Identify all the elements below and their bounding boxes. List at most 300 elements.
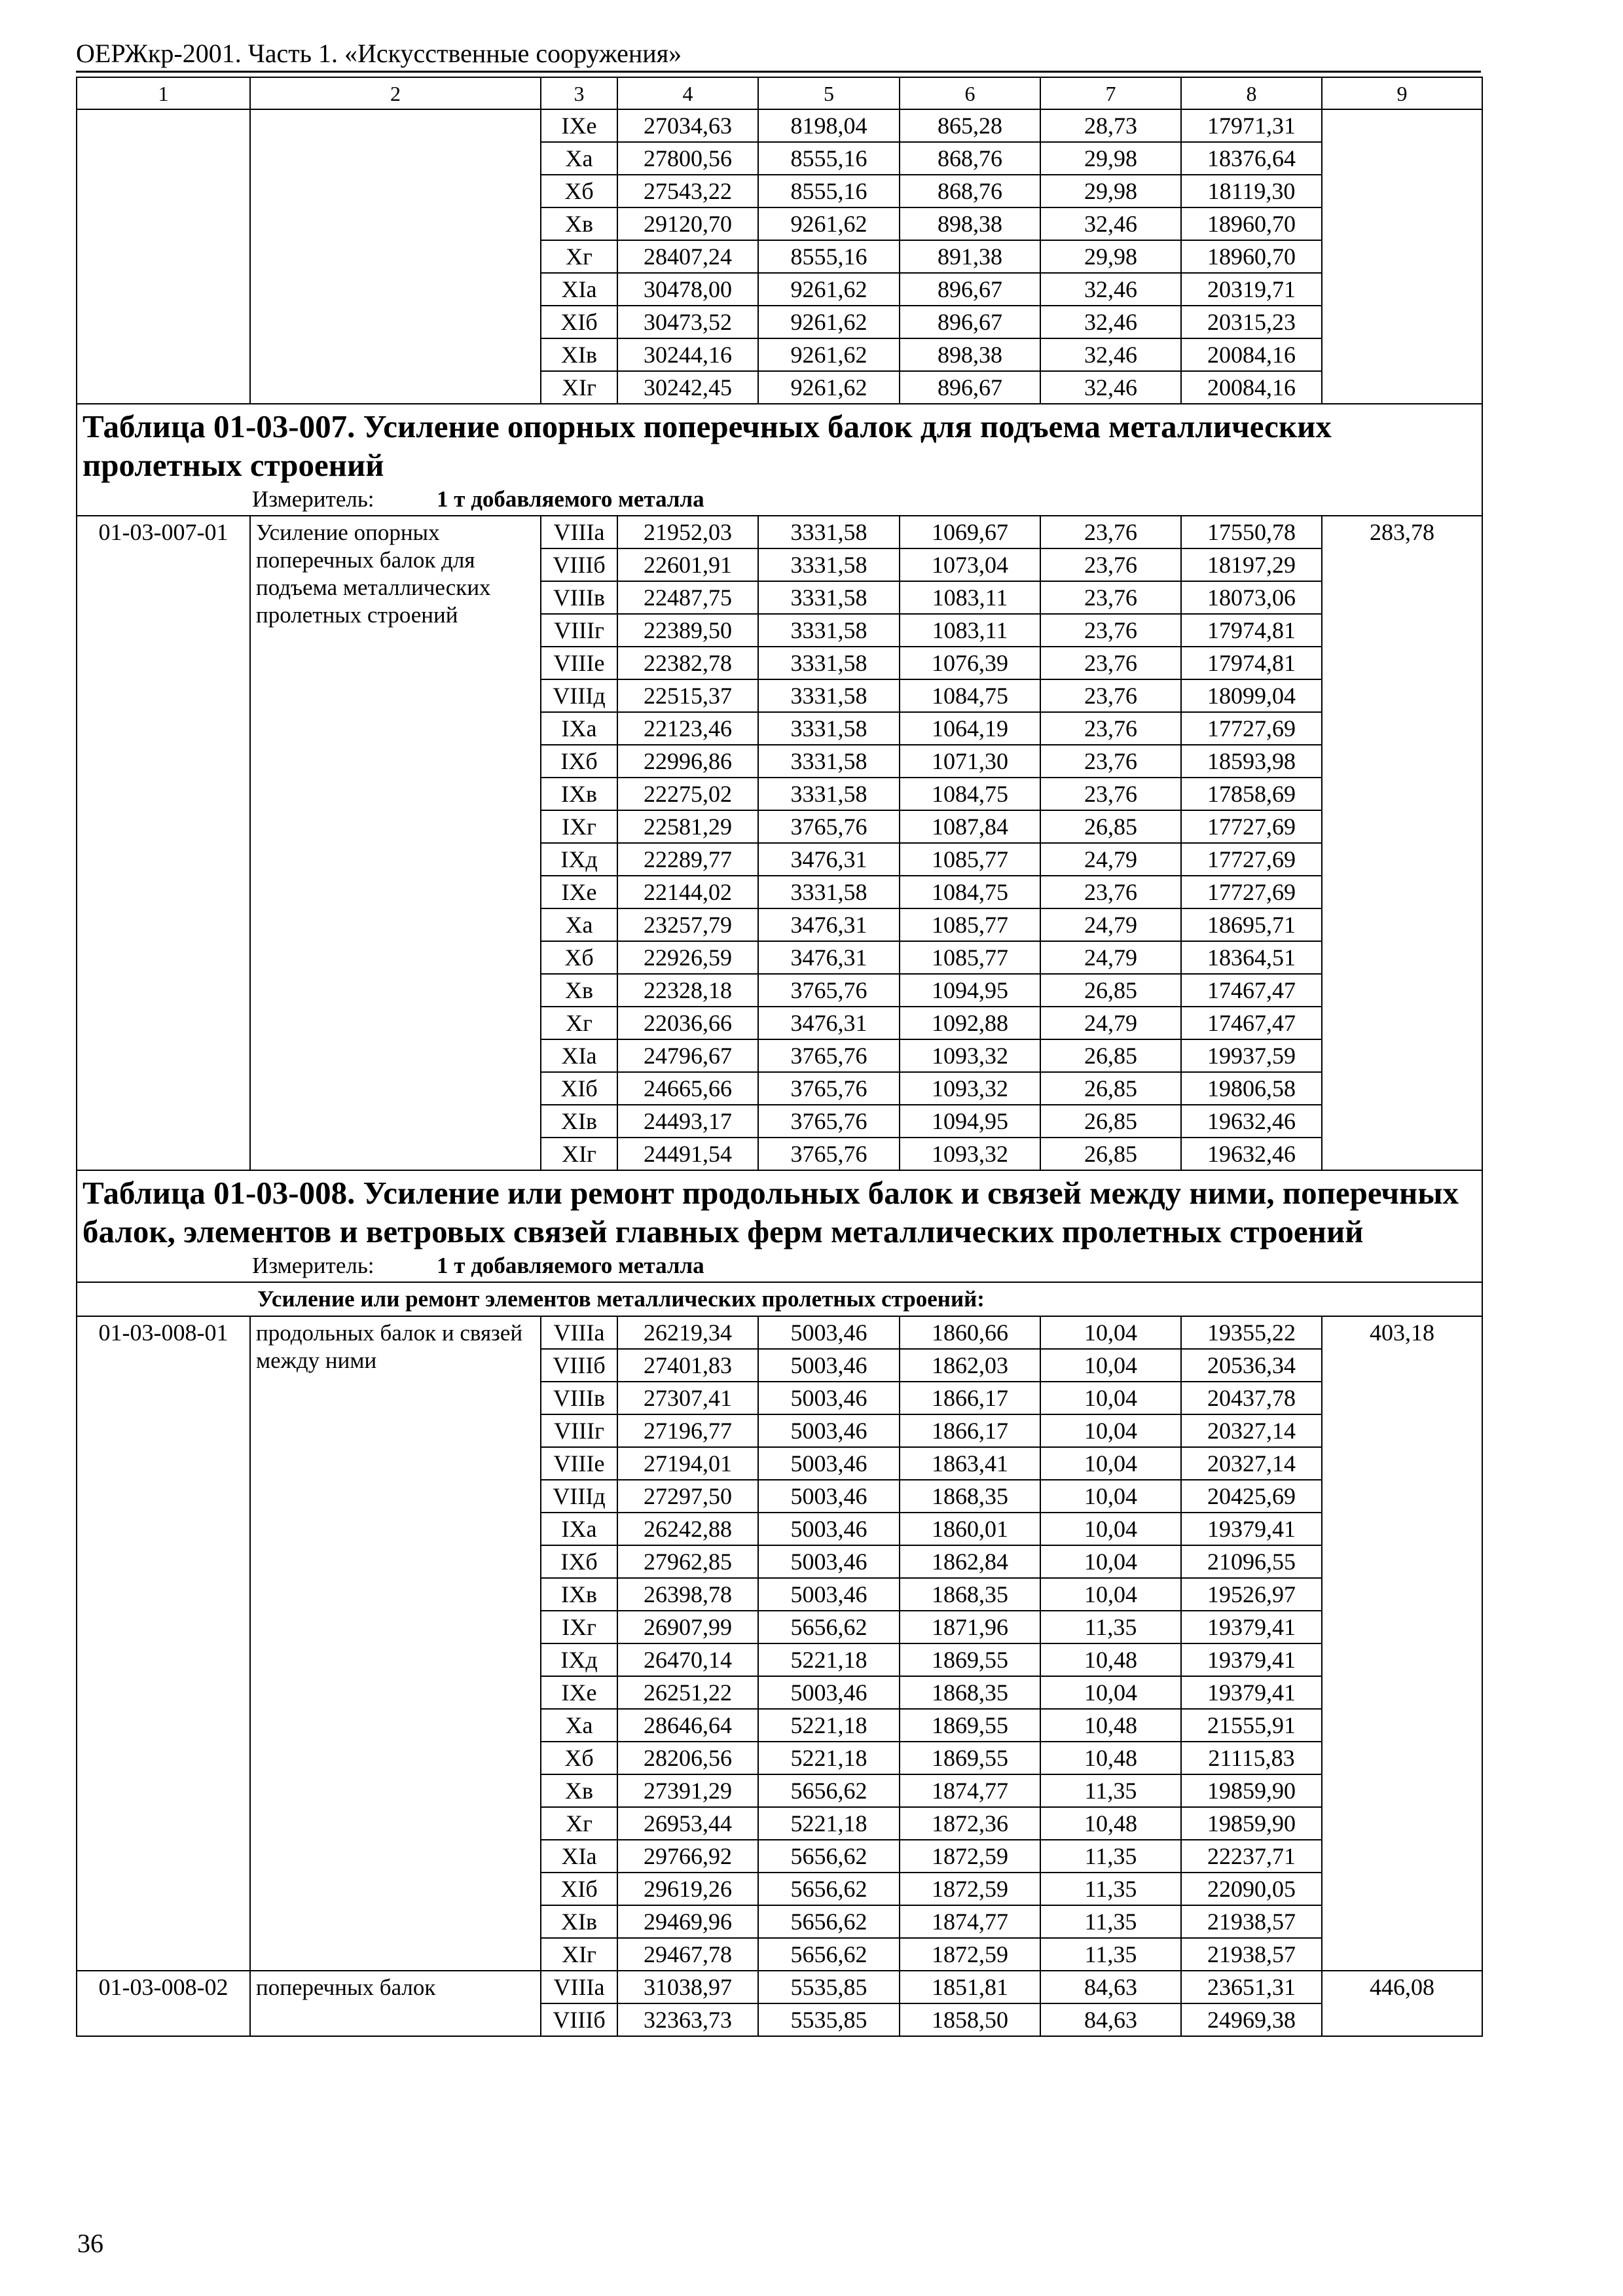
total-cost-cell: 26398,78 xyxy=(617,1578,758,1611)
wages-cell: 3476,31 xyxy=(758,941,900,974)
driver-wages-cell: 10,04 xyxy=(1040,1513,1181,1545)
wages-cell: 3476,31 xyxy=(758,908,900,941)
machine-cost-cell: 896,67 xyxy=(900,273,1040,306)
wages-cell: 5003,46 xyxy=(758,1382,900,1414)
column-number: 9 xyxy=(1322,77,1482,109)
materials-cell: 18073,06 xyxy=(1181,581,1322,614)
group-cell: XIб xyxy=(541,306,617,338)
total-cost-cell: 22389,50 xyxy=(617,614,758,647)
materials-cell: 18099,04 xyxy=(1181,679,1322,712)
total-cost-cell: 29467,78 xyxy=(617,1938,758,1971)
group-cell: VIIIа xyxy=(541,516,617,548)
wages-cell: 5003,46 xyxy=(758,1414,900,1447)
total-cost-cell: 22515,37 xyxy=(617,679,758,712)
driver-wages-cell: 23,76 xyxy=(1040,778,1181,810)
total-cost-cell: 22996,86 xyxy=(617,745,758,778)
materials-cell: 17727,69 xyxy=(1181,712,1322,745)
group-cell: IXа xyxy=(541,712,617,745)
materials-cell: 19379,41 xyxy=(1181,1513,1322,1545)
price-table xyxy=(76,77,1483,2037)
group-cell: Xб xyxy=(541,941,617,974)
group-cell: VIIIд xyxy=(541,1480,617,1513)
wages-cell: 3331,58 xyxy=(758,647,900,679)
unit-row xyxy=(77,484,1482,516)
group-cell: IXб xyxy=(541,1545,617,1578)
driver-wages-cell: 26,85 xyxy=(1040,974,1181,1007)
driver-wages-cell: 23,76 xyxy=(1040,679,1181,712)
driver-wages-cell: 26,85 xyxy=(1040,810,1181,843)
materials-cell: 19937,59 xyxy=(1181,1039,1322,1072)
machine-cost-cell: 868,76 xyxy=(900,175,1040,207)
driver-wages-cell: 10,48 xyxy=(1040,1709,1181,1742)
group-cell: VIIIа xyxy=(541,1316,617,1349)
driver-wages-cell: 23,76 xyxy=(1040,712,1181,745)
materials-cell: 20536,34 xyxy=(1181,1349,1322,1382)
driver-wages-cell: 32,46 xyxy=(1040,207,1181,240)
group-cell: XIа xyxy=(541,1840,617,1873)
wages-cell: 3765,76 xyxy=(758,1072,900,1105)
total-cost-cell: 22601,91 xyxy=(617,548,758,581)
materials-cell: 19632,46 xyxy=(1181,1105,1322,1138)
driver-wages-cell: 29,98 xyxy=(1040,142,1181,175)
empty-cell xyxy=(1322,109,1482,404)
materials-cell: 18376,64 xyxy=(1181,142,1322,175)
machine-cost-cell: 1087,84 xyxy=(900,810,1040,843)
total-cost-cell: 26219,34 xyxy=(617,1316,758,1349)
materials-cell: 19379,41 xyxy=(1181,1611,1322,1643)
group-cell: VIIIв xyxy=(541,581,617,614)
group-cell: VIIIе xyxy=(541,1447,617,1480)
driver-wages-cell: 10,04 xyxy=(1040,1545,1181,1578)
column-number: 6 xyxy=(900,77,1040,109)
driver-wages-cell: 23,76 xyxy=(1040,614,1181,647)
driver-wages-cell: 26,85 xyxy=(1040,1039,1181,1072)
driver-wages-cell: 32,46 xyxy=(1040,371,1181,404)
materials-cell: 18695,71 xyxy=(1181,908,1322,941)
driver-wages-cell: 11,35 xyxy=(1040,1938,1181,1971)
wages-cell: 3765,76 xyxy=(758,1138,900,1170)
rate-code: 01-03-007-01 xyxy=(77,516,250,1170)
page-number: 36 xyxy=(77,2229,103,2258)
materials-cell: 20084,16 xyxy=(1181,338,1322,371)
group-cell: Xг xyxy=(541,1007,617,1039)
wages-cell: 8555,16 xyxy=(758,240,900,273)
total-cost-cell: 21952,03 xyxy=(617,516,758,548)
group-cell: VIIIд xyxy=(541,679,617,712)
machine-cost-cell: 1868,35 xyxy=(900,1676,1040,1709)
total-cost-cell: 24491,54 xyxy=(617,1138,758,1170)
table-title: Таблица 01-03-008. Усиление или ремонт продольных балок и связей между ними, поперечных балок, элементов и ветровых связей главных ферм металлических пролетных строений xyxy=(77,1170,1482,1251)
materials-cell: 17550,78 xyxy=(1181,516,1322,548)
wages-cell: 5535,85 xyxy=(758,2003,900,2036)
materials-cell: 19379,41 xyxy=(1181,1643,1322,1676)
running-header: ОЕРЖкр-2001. Часть 1. «Искусственные сооружения» xyxy=(76,39,682,68)
column-number: 3 xyxy=(541,77,617,109)
total-cost-cell: 31038,97 xyxy=(617,1971,758,2003)
wages-cell: 3765,76 xyxy=(758,810,900,843)
machine-cost-cell: 1093,32 xyxy=(900,1072,1040,1105)
group-cell: IXб xyxy=(541,745,617,778)
materials-cell: 19806,58 xyxy=(1181,1072,1322,1105)
table-body xyxy=(77,77,1482,2036)
driver-wages-cell: 10,04 xyxy=(1040,1578,1181,1611)
group-cell: Xг xyxy=(541,1807,617,1840)
machine-cost-cell: 1064,19 xyxy=(900,712,1040,745)
total-cost-cell: 30478,00 xyxy=(617,273,758,306)
driver-wages-cell: 10,48 xyxy=(1040,1807,1181,1840)
group-cell: XIа xyxy=(541,1039,617,1072)
table-row xyxy=(77,516,1482,548)
total-cost-cell: 22382,78 xyxy=(617,647,758,679)
machine-cost-cell: 1860,66 xyxy=(900,1316,1040,1349)
unit-label: Измеритель: xyxy=(252,1253,374,1278)
column-number: 7 xyxy=(1040,77,1181,109)
total-cost-cell: 26470,14 xyxy=(617,1643,758,1676)
wages-cell: 9261,62 xyxy=(758,371,900,404)
table-row xyxy=(77,1316,1482,1349)
driver-wages-cell: 24,79 xyxy=(1040,908,1181,941)
total-cost-cell: 27391,29 xyxy=(617,1774,758,1807)
machine-cost-cell: 1862,84 xyxy=(900,1545,1040,1578)
driver-wages-cell: 26,85 xyxy=(1040,1138,1181,1170)
machine-cost-cell: 898,38 xyxy=(900,207,1040,240)
driver-wages-cell: 32,46 xyxy=(1040,338,1181,371)
total-cost-cell: 27307,41 xyxy=(617,1382,758,1414)
machine-cost-cell: 1868,35 xyxy=(900,1480,1040,1513)
total-cost-cell: 29619,26 xyxy=(617,1873,758,1905)
driver-wages-cell: 29,98 xyxy=(1040,175,1181,207)
total-cost-cell: 27034,63 xyxy=(617,109,758,142)
table-row xyxy=(77,1971,1482,2003)
total-cost-cell: 27800,56 xyxy=(617,142,758,175)
driver-wages-cell: 11,35 xyxy=(1040,1905,1181,1938)
machine-cost-cell: 1872,59 xyxy=(900,1938,1040,1971)
materials-cell: 19379,41 xyxy=(1181,1676,1322,1709)
total-cost-cell: 27297,50 xyxy=(617,1480,758,1513)
machine-cost-cell: 1085,77 xyxy=(900,908,1040,941)
wages-cell: 5221,18 xyxy=(758,1742,900,1774)
driver-wages-cell: 10,04 xyxy=(1040,1382,1181,1414)
materials-cell: 23651,31 xyxy=(1181,1971,1322,2003)
driver-wages-cell: 10,48 xyxy=(1040,1643,1181,1676)
wages-cell: 5221,18 xyxy=(758,1709,900,1742)
machine-cost-cell: 1872,36 xyxy=(900,1807,1040,1840)
machine-cost-cell: 1084,75 xyxy=(900,778,1040,810)
wages-cell: 5656,62 xyxy=(758,1938,900,1971)
total-cost-cell: 22289,77 xyxy=(617,843,758,876)
machine-cost-cell: 1085,77 xyxy=(900,843,1040,876)
machine-cost-cell: 1084,75 xyxy=(900,876,1040,908)
machine-cost-cell: 1863,41 xyxy=(900,1447,1040,1480)
total-cost-cell: 27543,22 xyxy=(617,175,758,207)
machine-cost-cell: 1869,55 xyxy=(900,1709,1040,1742)
wages-cell: 5535,85 xyxy=(758,1971,900,2003)
group-cell: IXд xyxy=(541,843,617,876)
total-cost-cell: 28206,56 xyxy=(617,1742,758,1774)
wages-cell: 5003,46 xyxy=(758,1513,900,1545)
wages-cell: 3331,58 xyxy=(758,778,900,810)
group-cell: VIIIа xyxy=(541,1971,617,2003)
wages-cell: 5656,62 xyxy=(758,1873,900,1905)
machine-cost-cell: 898,38 xyxy=(900,338,1040,371)
column-number: 2 xyxy=(250,77,541,109)
rate-code: 01-03-008-01 xyxy=(77,1316,250,1971)
group-cell: XIг xyxy=(541,1138,617,1170)
machine-cost-cell: 1869,55 xyxy=(900,1643,1040,1676)
materials-cell: 19526,97 xyxy=(1181,1578,1322,1611)
empty-cell xyxy=(250,109,541,404)
machine-cost-cell: 1093,32 xyxy=(900,1138,1040,1170)
driver-wages-cell: 10,04 xyxy=(1040,1447,1181,1480)
total-cost-cell: 27962,85 xyxy=(617,1545,758,1578)
wages-cell: 5656,62 xyxy=(758,1840,900,1873)
driver-wages-cell: 84,63 xyxy=(1040,1971,1181,2003)
wages-cell: 9261,62 xyxy=(758,273,900,306)
group-cell: VIIIб xyxy=(541,548,617,581)
total-cost-cell: 30244,16 xyxy=(617,338,758,371)
materials-cell: 20084,16 xyxy=(1181,371,1322,404)
driver-wages-cell: 24,79 xyxy=(1040,941,1181,974)
column-number: 1 xyxy=(77,77,250,109)
wages-cell: 3331,58 xyxy=(758,516,900,548)
machine-cost-cell: 896,67 xyxy=(900,306,1040,338)
driver-wages-cell: 26,85 xyxy=(1040,1105,1181,1138)
group-cell: Xв xyxy=(541,974,617,1007)
total-cost-cell: 29120,70 xyxy=(617,207,758,240)
empty-cell xyxy=(77,109,250,404)
group-cell: Xа xyxy=(541,908,617,941)
materials-cell: 17727,69 xyxy=(1181,843,1322,876)
machine-cost-cell: 1094,95 xyxy=(900,1105,1040,1138)
rate-description: Усиление опорных поперечных балок для подъема металлических пролетных строений xyxy=(250,516,541,1170)
wages-cell: 5656,62 xyxy=(758,1905,900,1938)
driver-wages-cell: 29,98 xyxy=(1040,240,1181,273)
machine-cost-cell: 1874,77 xyxy=(900,1774,1040,1807)
materials-cell: 20315,23 xyxy=(1181,306,1322,338)
unit-value: 1 т добавляемого металла xyxy=(437,1253,704,1278)
machine-cost-cell: 891,38 xyxy=(900,240,1040,273)
machine-cost-cell: 1874,77 xyxy=(900,1905,1040,1938)
group-cell: Xа xyxy=(541,1709,617,1742)
machine-cost-cell: 1858,50 xyxy=(900,2003,1040,2036)
machine-cost-cell: 1093,32 xyxy=(900,1039,1040,1072)
total-cost-cell: 22275,02 xyxy=(617,778,758,810)
wages-cell: 3331,58 xyxy=(758,679,900,712)
total-cost-cell: 28407,24 xyxy=(617,240,758,273)
total-cost-cell: 22144,02 xyxy=(617,876,758,908)
group-cell: IXа xyxy=(541,1513,617,1545)
column-number: 5 xyxy=(758,77,900,109)
wages-cell: 9261,62 xyxy=(758,207,900,240)
group-cell: IXг xyxy=(541,810,617,843)
wages-cell: 5656,62 xyxy=(758,1611,900,1643)
section-subheading: Усиление или ремонт элементов металлических пролетных строений: xyxy=(77,1282,1482,1316)
total-cost-cell: 29766,92 xyxy=(617,1840,758,1873)
wages-cell: 5003,46 xyxy=(758,1480,900,1513)
driver-wages-cell: 84,63 xyxy=(1040,2003,1181,2036)
wages-cell: 3476,31 xyxy=(758,843,900,876)
column-number: 4 xyxy=(617,77,758,109)
total-cost-cell: 22581,29 xyxy=(617,810,758,843)
driver-wages-cell: 32,46 xyxy=(1040,306,1181,338)
group-cell: IXе xyxy=(541,109,617,142)
group-cell: Xв xyxy=(541,207,617,240)
materials-cell: 19355,22 xyxy=(1181,1316,1322,1349)
total-cost-cell: 26242,88 xyxy=(617,1513,758,1545)
total-cost-cell: 22123,46 xyxy=(617,712,758,745)
column-number-row xyxy=(77,77,1482,109)
group-cell: Xг xyxy=(541,240,617,273)
machine-cost-cell: 1084,75 xyxy=(900,679,1040,712)
wages-cell: 8198,04 xyxy=(758,109,900,142)
group-cell: VIIIг xyxy=(541,1414,617,1447)
materials-cell: 17974,81 xyxy=(1181,614,1322,647)
group-cell: IXв xyxy=(541,778,617,810)
table-title-row xyxy=(77,404,1482,484)
group-cell: VIIIг xyxy=(541,614,617,647)
materials-cell: 19859,90 xyxy=(1181,1807,1322,1840)
materials-cell: 17727,69 xyxy=(1181,876,1322,908)
materials-cell: 17467,47 xyxy=(1181,1007,1322,1039)
wages-cell: 3331,58 xyxy=(758,745,900,778)
wages-cell: 5003,46 xyxy=(758,1676,900,1709)
group-cell: IXв xyxy=(541,1578,617,1611)
machine-cost-cell: 865,28 xyxy=(900,109,1040,142)
machine-cost-cell: 1868,35 xyxy=(900,1578,1040,1611)
materials-cell: 17467,47 xyxy=(1181,974,1322,1007)
rate-code: 01-03-008-02 xyxy=(77,1971,250,2036)
wages-cell: 5221,18 xyxy=(758,1643,900,1676)
wages-cell: 5221,18 xyxy=(758,1807,900,1840)
driver-wages-cell: 23,76 xyxy=(1040,548,1181,581)
group-cell: VIIIв xyxy=(541,1382,617,1414)
group-cell: XIв xyxy=(541,338,617,371)
total-cost-cell: 32363,73 xyxy=(617,2003,758,2036)
machine-cost-cell: 1860,01 xyxy=(900,1513,1040,1545)
driver-wages-cell: 11,35 xyxy=(1040,1873,1181,1905)
wages-cell: 3331,58 xyxy=(758,876,900,908)
group-cell: Xв xyxy=(541,1774,617,1807)
total-cost-cell: 22926,59 xyxy=(617,941,758,974)
materials-cell: 21096,55 xyxy=(1181,1545,1322,1578)
driver-wages-cell: 23,76 xyxy=(1040,516,1181,548)
driver-wages-cell: 11,35 xyxy=(1040,1611,1181,1643)
subheading-row xyxy=(77,1282,1482,1316)
total-cost-cell: 22487,75 xyxy=(617,581,758,614)
column-number: 8 xyxy=(1181,77,1322,109)
machine-cost-cell: 1069,67 xyxy=(900,516,1040,548)
machine-cost-cell: 1866,17 xyxy=(900,1414,1040,1447)
materials-cell: 24969,38 xyxy=(1181,2003,1322,2036)
machine-cost-cell: 1083,11 xyxy=(900,581,1040,614)
driver-wages-cell: 28,73 xyxy=(1040,109,1181,142)
materials-cell: 17727,69 xyxy=(1181,810,1322,843)
materials-cell: 20327,14 xyxy=(1181,1447,1322,1480)
wages-cell: 3765,76 xyxy=(758,1039,900,1072)
group-cell: Xб xyxy=(541,1742,617,1774)
table-title-row xyxy=(77,1170,1482,1251)
materials-cell: 18197,29 xyxy=(1181,548,1322,581)
materials-cell: 17858,69 xyxy=(1181,778,1322,810)
group-cell: Xб xyxy=(541,175,617,207)
labor-cost-cell: 403,18 xyxy=(1322,1316,1482,1971)
driver-wages-cell: 24,79 xyxy=(1040,843,1181,876)
machine-cost-cell: 1872,59 xyxy=(900,1840,1040,1873)
materials-cell: 19859,90 xyxy=(1181,1774,1322,1807)
driver-wages-cell: 11,35 xyxy=(1040,1840,1181,1873)
machine-cost-cell: 1085,77 xyxy=(900,941,1040,974)
group-cell: IXг xyxy=(541,1611,617,1643)
wages-cell: 5003,46 xyxy=(758,1545,900,1578)
materials-cell: 21555,91 xyxy=(1181,1709,1322,1742)
group-cell: Xа xyxy=(541,142,617,175)
wages-cell: 5003,46 xyxy=(758,1349,900,1382)
materials-cell: 21938,57 xyxy=(1181,1905,1322,1938)
unit-cell xyxy=(77,1251,1482,1282)
group-cell: XIб xyxy=(541,1873,617,1905)
driver-wages-cell: 23,76 xyxy=(1040,745,1181,778)
materials-cell: 17974,81 xyxy=(1181,647,1322,679)
wages-cell: 3476,31 xyxy=(758,1007,900,1039)
total-cost-cell: 30473,52 xyxy=(617,306,758,338)
machine-cost-cell: 868,76 xyxy=(900,142,1040,175)
total-cost-cell: 26953,44 xyxy=(617,1807,758,1840)
total-cost-cell: 27194,01 xyxy=(617,1447,758,1480)
materials-cell: 21115,83 xyxy=(1181,1742,1322,1774)
wages-cell: 3765,76 xyxy=(758,1105,900,1138)
group-cell: IXе xyxy=(541,1676,617,1709)
wages-cell: 8555,16 xyxy=(758,175,900,207)
materials-cell: 18364,51 xyxy=(1181,941,1322,974)
group-cell: XIг xyxy=(541,371,617,404)
total-cost-cell: 28646,64 xyxy=(617,1709,758,1742)
machine-cost-cell: 1866,17 xyxy=(900,1382,1040,1414)
unit-cell xyxy=(77,484,1482,516)
group-cell: XIб xyxy=(541,1072,617,1105)
wages-cell: 3331,58 xyxy=(758,581,900,614)
wages-cell: 3331,58 xyxy=(758,614,900,647)
driver-wages-cell: 23,76 xyxy=(1040,581,1181,614)
total-cost-cell: 24665,66 xyxy=(617,1072,758,1105)
materials-cell: 20425,69 xyxy=(1181,1480,1322,1513)
machine-cost-cell: 1071,30 xyxy=(900,745,1040,778)
group-cell: IXе xyxy=(541,876,617,908)
machine-cost-cell: 1076,39 xyxy=(900,647,1040,679)
group-cell: VIIIе xyxy=(541,647,617,679)
materials-cell: 20437,78 xyxy=(1181,1382,1322,1414)
wages-cell: 3765,76 xyxy=(758,974,900,1007)
labor-cost-cell: 446,08 xyxy=(1322,1971,1482,2036)
machine-cost-cell: 1851,81 xyxy=(900,1971,1040,2003)
total-cost-cell: 27401,83 xyxy=(617,1349,758,1382)
table-row xyxy=(77,109,1482,142)
machine-cost-cell: 1083,11 xyxy=(900,614,1040,647)
rate-description: поперечных балок xyxy=(250,1971,541,2036)
driver-wages-cell: 10,04 xyxy=(1040,1480,1181,1513)
materials-cell: 21938,57 xyxy=(1181,1938,1322,1971)
wages-cell: 8555,16 xyxy=(758,142,900,175)
driver-wages-cell: 24,79 xyxy=(1040,1007,1181,1039)
wages-cell: 5003,46 xyxy=(758,1316,900,1349)
group-cell: XIа xyxy=(541,273,617,306)
group-cell: XIв xyxy=(541,1105,617,1138)
wages-cell: 3331,58 xyxy=(758,712,900,745)
total-cost-cell: 30242,45 xyxy=(617,371,758,404)
driver-wages-cell: 10,48 xyxy=(1040,1742,1181,1774)
unit-label: Измеритель: xyxy=(252,486,374,512)
materials-cell: 22090,05 xyxy=(1181,1873,1322,1905)
group-cell: XIв xyxy=(541,1905,617,1938)
